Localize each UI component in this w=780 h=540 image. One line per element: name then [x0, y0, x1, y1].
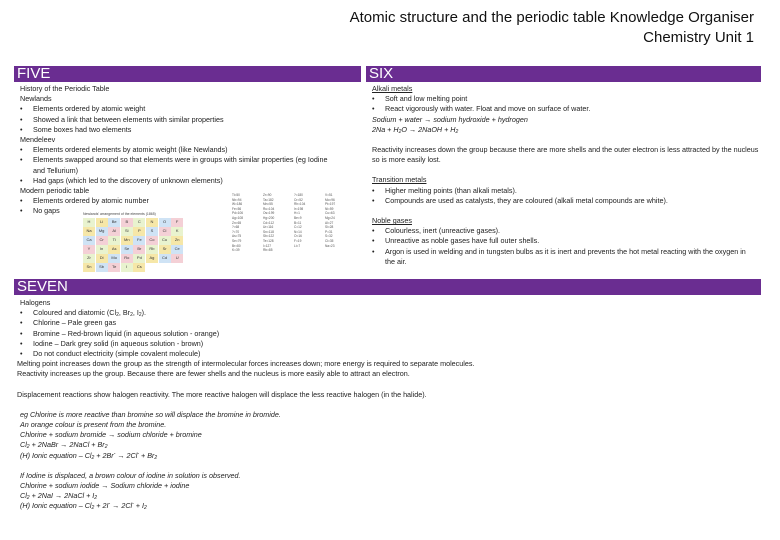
element-label: Zn=65 — [232, 220, 242, 225]
reactivity-text: Reactivity increases up the group. Because there are fewer shells and the nucleus is more easily able to attract an electron. — [17, 369, 410, 379]
melting-point-text: Melting point increases down the group as the strength of intermolecular forces increases down; more energy is required to separate molecules. — [17, 359, 475, 369]
element-cell: Zr — [83, 254, 95, 263]
element-cell: Ce — [171, 245, 183, 254]
page-title — [350, 8, 754, 48]
element-label: Ta=182 — [263, 197, 274, 202]
element-label: C=12 — [294, 225, 302, 230]
list-item: • Some boxes had two elements — [20, 124, 132, 134]
list-item: • Elements swapped around so that elements were in groups with similar properties (eg Iodine and Tellurium) — [20, 155, 328, 175]
element-label: Ir=198 — [294, 206, 304, 211]
element-cell: Mn — [121, 236, 133, 245]
element-cell: Mg — [96, 227, 108, 236]
element-label: B=11 — [294, 220, 302, 225]
list-item: • Compounds are used as catalysts, they are coloured (alkali metal compounds are white). — [372, 195, 668, 205]
element-label: Be=9 — [294, 215, 302, 220]
title-line-1: Atomic structure and the periodic table Knowledge Organiser — [349, 9, 754, 26]
element-label: Te=128 — [263, 238, 274, 243]
element-label: Rh=104 — [294, 202, 306, 207]
element-cell: Zn — [171, 236, 183, 245]
example-1-word-equation: Chlorine + sodium bromide → sodium chloride + bromine — [20, 430, 202, 440]
element-cell: Rb — [146, 245, 158, 254]
element-label: Os=199 — [263, 211, 275, 216]
element-label: Si=28 — [325, 225, 334, 230]
list-item: • Chlorine – Pale green gas — [20, 318, 117, 328]
example-1-symbol-equation: $Cl_2$ + 2NaBr → 2NaCl + $Br_2$ — [20, 440, 108, 451]
element-cell: Cd — [159, 254, 171, 263]
element-cell: F — [171, 218, 183, 227]
element-cell: O — [159, 218, 171, 227]
list-item: • No gaps — [20, 206, 60, 216]
mendeleev-table-image — [232, 193, 354, 268]
element-label: F=19 — [294, 238, 302, 243]
alkali-label: Alkali metals — [372, 84, 413, 93]
title-line-2: Chemistry Unit 1 — [643, 29, 754, 46]
list-item: • Colourless, inert (unreactive gases). — [372, 226, 501, 236]
element-label: Pt=197 — [325, 202, 336, 207]
element-label: P=31 — [325, 229, 333, 234]
element-cell: Li — [96, 218, 108, 227]
modern-label: Modern periodic table — [20, 186, 90, 196]
newlands-table-grid — [83, 218, 183, 272]
newlands-table-caption: Newlands' arrangement of the elements (1865) — [83, 212, 156, 216]
element-cell: P — [133, 227, 145, 236]
section-six-header: SIX — [366, 66, 761, 82]
list-item: • Bromine – Red-brown liquid (in aqueous solution - orange) — [20, 328, 220, 338]
element-label: W=186 — [232, 202, 243, 207]
element-label: Mn=55 — [263, 202, 273, 207]
element-cell: H — [83, 218, 95, 227]
element-label: Mo=96 — [325, 197, 335, 202]
element-cell: Ca — [83, 236, 95, 245]
element-label: Na=23 — [325, 243, 335, 248]
element-cell: Ti — [108, 236, 120, 245]
element-cell: K — [171, 227, 183, 236]
element-label: V=51 — [325, 193, 333, 197]
element-label: Hg=200 — [263, 215, 275, 220]
displacement-text: Displacement reactions show halogen reactivity. The more reactive halogen will displace the less reactive halogen (in the halide). — [17, 389, 427, 399]
element-cell: Na — [83, 227, 95, 236]
example-1-ionic-equation: (H) Ionic equation – $Cl_2 + 2Br^- \to 2Cl^- + Br_2$ — [20, 450, 158, 461]
example-2-word-equation: Chlorine + sodium iodide → Sodium chloride + iodine — [20, 481, 190, 491]
element-label: O=16 — [294, 234, 302, 239]
list-item: • Elements ordered elements by atomic weight (like Newlands) — [20, 145, 228, 155]
element-cell: I — [121, 263, 133, 272]
element-label: Cr=52 — [294, 197, 303, 202]
element-label: Li=7 — [294, 243, 301, 248]
element-label: H=1 — [294, 211, 300, 216]
list-item: • Showed a link that between elements with similar properties — [20, 114, 224, 124]
element-label: Ur=116 — [263, 225, 274, 230]
section-six-body — [372, 84, 762, 267]
element-label: ?=70 — [232, 229, 240, 234]
mendeleev-table-grid — [232, 193, 351, 253]
element-cell: Cs — [133, 263, 145, 272]
element-cell: Te — [108, 263, 120, 272]
element-label: ?=180 — [294, 193, 303, 197]
element-label: K=39 — [232, 248, 240, 253]
element-cell: Mo — [108, 254, 120, 263]
element-label: I=127 — [263, 243, 272, 248]
element-label: Pd=106 — [232, 211, 244, 216]
element-cell: C — [133, 218, 145, 227]
section-seven-header: SEVEN — [14, 279, 761, 295]
example-1-colour: An orange colour is present from the bromine. — [20, 420, 167, 430]
element-cell: Cu — [159, 236, 171, 245]
alkali-symbol-equation: $2Na + H_2O$ → 2NaOH + $H_2$ — [372, 124, 459, 135]
element-label: Al=27 — [325, 220, 334, 225]
element-cell: As — [108, 245, 120, 254]
noble-label: Noble gases — [372, 216, 412, 226]
element-label: Ag=108 — [232, 215, 244, 220]
element-label: Cl=35 — [325, 238, 334, 243]
list-item: • Higher melting points (than alkali metals). — [372, 185, 517, 195]
element-label: S=32 — [325, 234, 333, 239]
element-label: Fe=56 — [232, 206, 242, 211]
alkali-word-equation: Sodium + water → sodium hydroxide + hydrogen — [372, 114, 528, 124]
element-label: Mg=24 — [325, 215, 335, 220]
element-cell: Cr — [96, 236, 108, 245]
list-item: • Unreactive as noble gases have full outer shells. — [372, 236, 540, 246]
mendeleev-label: Mendeleev — [20, 135, 56, 145]
element-label: Sn=118 — [263, 229, 274, 234]
element-cell: Sb — [96, 263, 108, 272]
newlands-label: Newlands — [20, 94, 52, 104]
element-cell: Di — [96, 254, 108, 263]
element-cell: Si — [121, 227, 133, 236]
element-cell: Pd — [133, 254, 145, 263]
element-cell: Br — [133, 245, 145, 254]
example-2-ionic-equation: (H) Ionic equation – $Cl_2 + 2I^- \to 2Cl^- + I_2$ — [20, 501, 147, 512]
transition-label: Transition metals — [372, 175, 427, 185]
element-cell: Fe — [133, 236, 145, 245]
alkali-reactivity: Reactivity increases down the group because there are more shells and the outer electron is less attracted by the nucleus so is more easily lost. — [372, 145, 759, 165]
element-cell: Co — [146, 236, 158, 245]
example-2-intro: If Iodine is displaced, a brown colour of iodine in solution is observed. — [20, 470, 241, 480]
element-cell: In — [96, 245, 108, 254]
element-label: Cu=63 — [325, 211, 335, 216]
history-heading: History of the Periodic Table — [20, 84, 110, 93]
section-seven-body — [17, 298, 760, 512]
list-item: • Had gaps (which led to the discovery of unknown elements) — [20, 175, 223, 185]
list-item: • Soft and low melting point — [372, 94, 468, 104]
element-cell: Be — [108, 218, 120, 227]
element-label: Ru=104 — [263, 206, 275, 211]
element-label: As=75 — [232, 234, 242, 239]
element-cell: S — [146, 227, 158, 236]
list-item: • React vigorously with water. Float and move on surface of water. — [372, 104, 591, 114]
element-cell: B — [121, 218, 133, 227]
element-cell: Al — [108, 227, 120, 236]
list-item: • Elements ordered by atomic weight — [20, 104, 146, 114]
element-label: Nb=94 — [232, 197, 242, 202]
element-cell: Ag — [146, 254, 158, 263]
element-cell: Ro — [121, 254, 133, 263]
element-cell: Sn — [83, 263, 95, 272]
element-label: ?=68 — [232, 225, 240, 230]
example-1-intro: eg Chlorine is more reactive than bromine so will displace the bromine in bromide. — [20, 409, 281, 419]
list-item: • Argon is used in welding and in tungsten bulbs as it is inert and prevents the hot metal reacting with the oxygen in the air. — [372, 246, 746, 266]
list-item: • Iodine – Dark grey solid (in aqueous solution - brown) — [20, 338, 204, 348]
element-label: Zr=90 — [263, 193, 272, 197]
list-item: • Do not conduct electricity (simple covalent molecule) — [20, 349, 201, 359]
halogens-label: Halogens — [20, 298, 51, 307]
element-label: Cd=112 — [263, 220, 275, 225]
element-label: Rb=85 — [263, 248, 273, 253]
element-cell: N — [146, 218, 158, 227]
element-label: N=14 — [294, 229, 302, 234]
element-label: Sb=122 — [263, 234, 275, 239]
element-cell: Se — [121, 245, 133, 254]
element-label: Ti=50 — [232, 193, 240, 197]
element-label: Br=80 — [232, 243, 241, 248]
element-cell: U — [171, 254, 183, 263]
list-item: • Elements ordered by atomic number — [20, 196, 149, 206]
section-five-header: FIVE — [14, 66, 361, 82]
element-cell: Sr — [159, 245, 171, 254]
element-label: Ni=59 — [325, 206, 334, 211]
element-label: Se=79 — [232, 238, 242, 243]
example-2-symbol-equation: $Cl_2 + 2NaI$ → 2NaCl + $I_2$ — [20, 491, 98, 502]
element-cell: Cl — [159, 227, 171, 236]
element-cell: Y — [83, 245, 95, 254]
newlands-table-image — [83, 212, 183, 270]
list-item: • Coloured and diatomic ($Cl_2$, $Br_2$, $I_2$). — [20, 308, 147, 319]
